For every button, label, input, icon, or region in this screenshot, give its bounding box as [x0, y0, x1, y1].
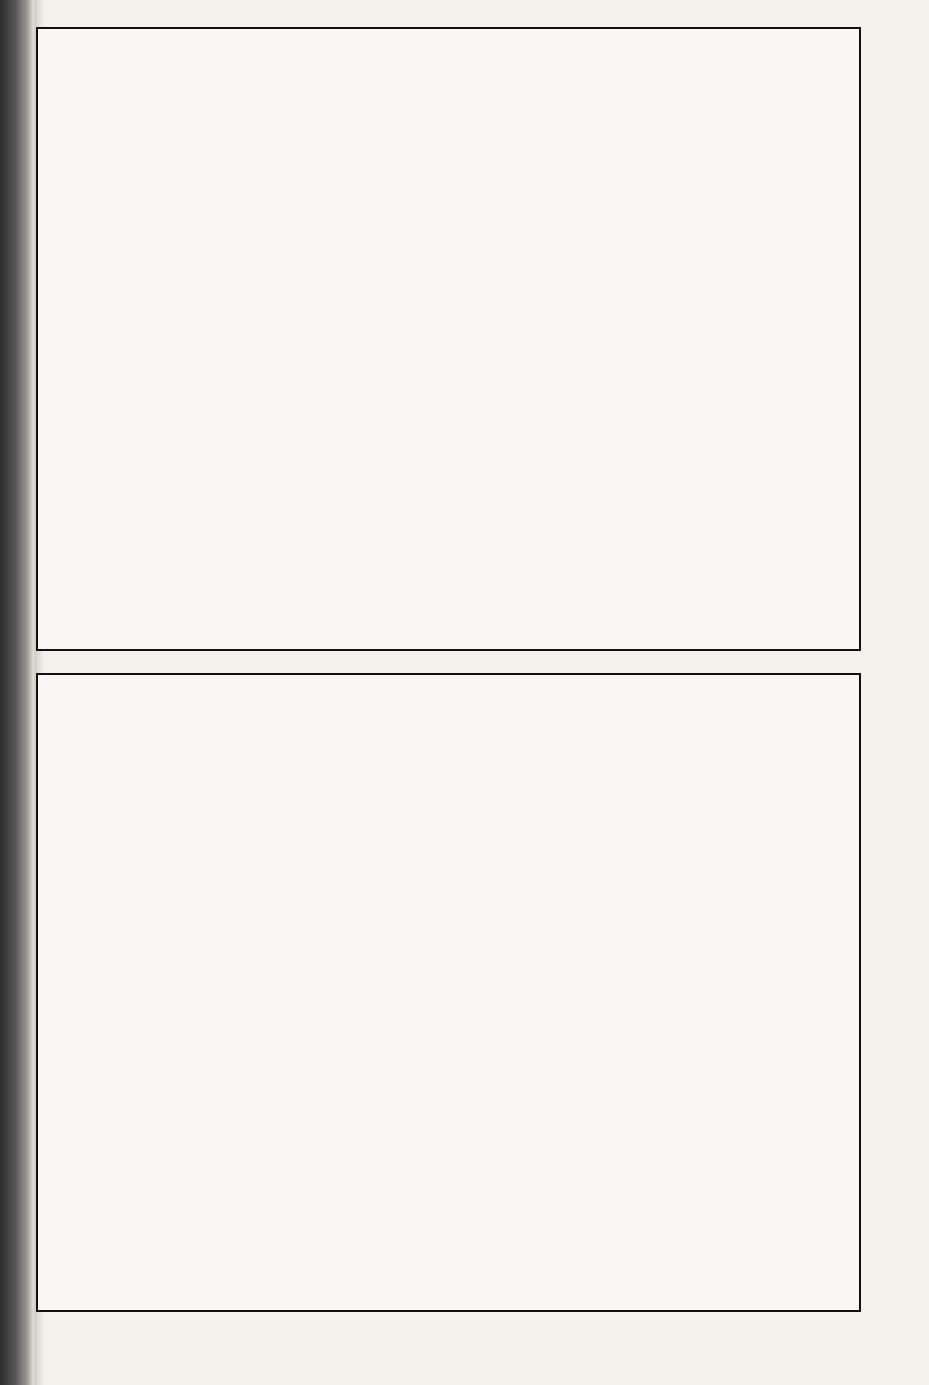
- bottom-manuscript-panel: [36, 673, 861, 1312]
- book-spine-shadow: [0, 0, 34, 1385]
- top-manuscript-panel: [36, 27, 861, 651]
